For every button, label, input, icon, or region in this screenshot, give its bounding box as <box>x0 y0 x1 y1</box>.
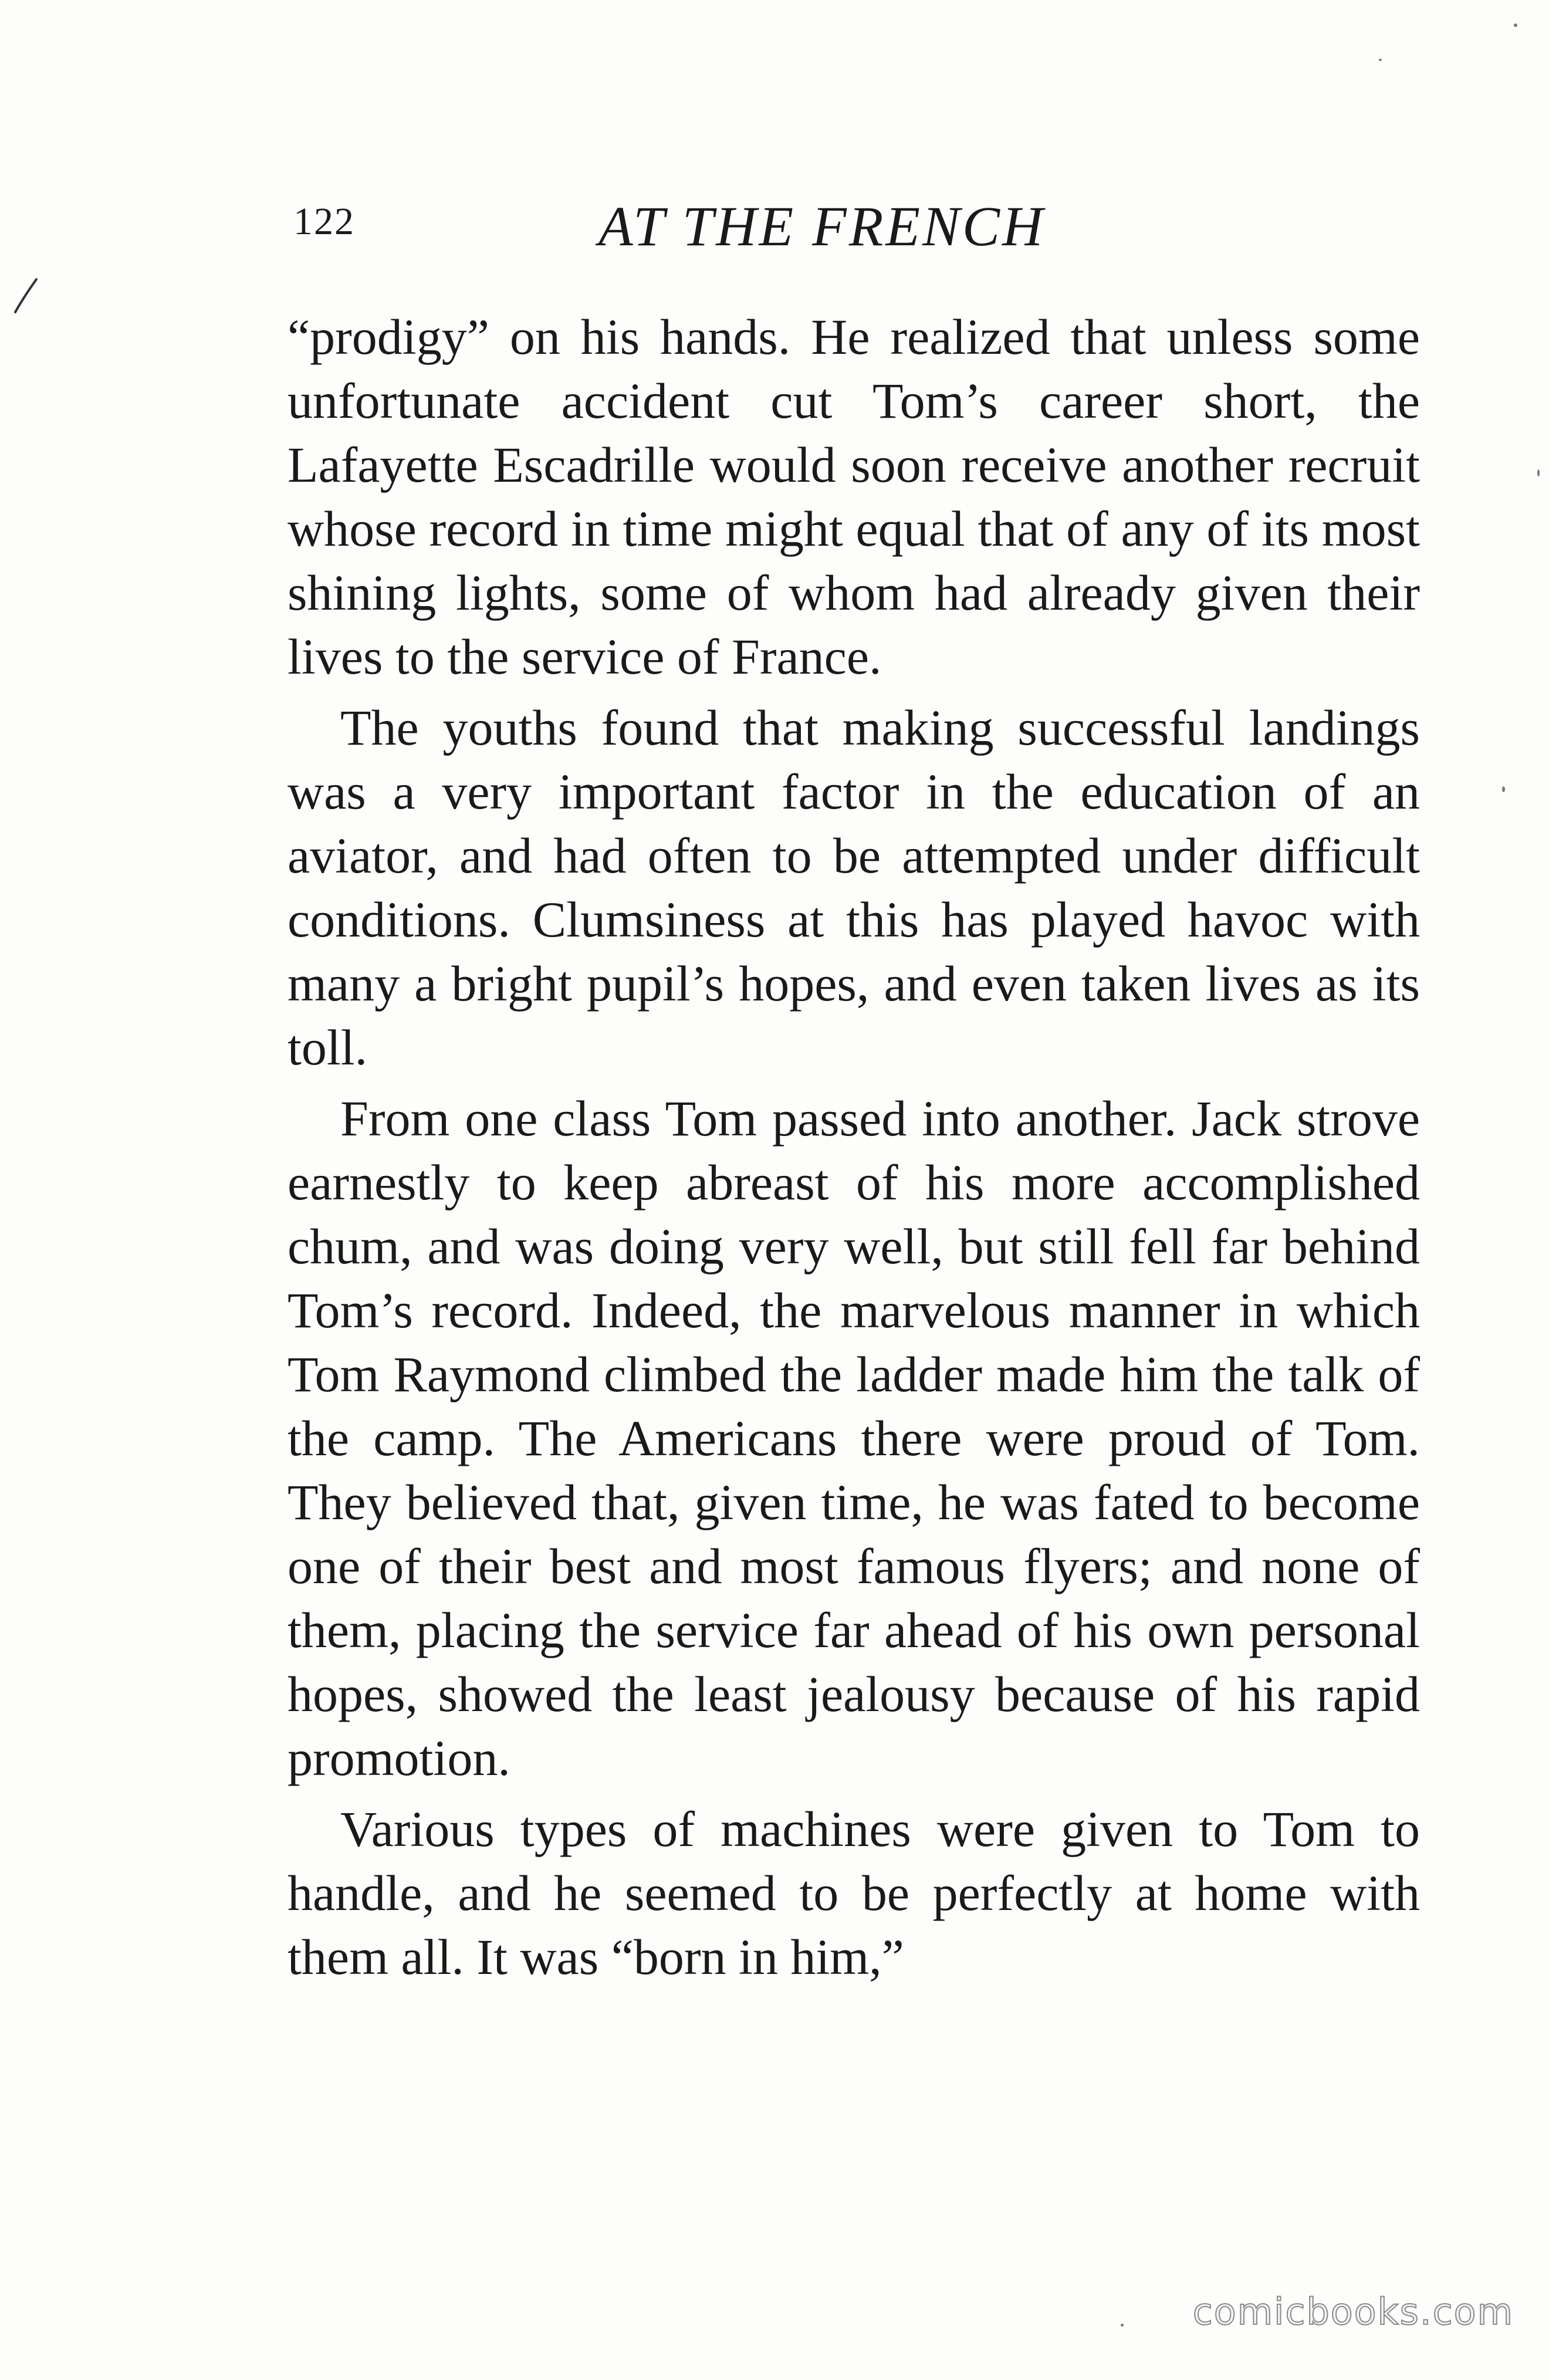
paragraph: “prodigy” on his hands. He realized that unless some unfortunate accident cut Tom’s career short, the Lafayette Escadrille would soon receive another recruit whose record in time might equal that of any of its most shining lights, some of whom had already given their lives to the service of France. <box>288 309 1420 685</box>
paper-speck <box>1514 23 1517 27</box>
paper-speck <box>1502 786 1505 792</box>
paper-speck <box>1379 59 1382 61</box>
running-title: AT THE FRENCH <box>598 195 1046 258</box>
paper-speck <box>1121 2324 1124 2327</box>
paper-speck <box>1537 469 1540 476</box>
pencil-mark-icon <box>11 276 40 317</box>
page-number: 122 <box>293 200 355 243</box>
page-header <box>293 194 1420 276</box>
body-text <box>288 305 1420 1996</box>
paragraph: The youths found that making successful landings was a very important factor in the education of an aviator, and had often to be attempted under difficult conditions. Clumsiness at this has played havoc with many a bright pupil’s hopes, and even taken lives as its toll. <box>288 699 1420 1076</box>
watermark: comicbooks.com <box>1192 2290 1514 2333</box>
paragraph: From one class Tom passed into another. Jack strove earnestly to keep abreast of his more accomplished chum, and was doing very well, but still fell far behind Tom’s record. Indeed, the marvelous manner in which Tom Raymond climbed the ladder made him the talk of the camp. The Americans there were proud of Tom. They believed that, given time, he was fated to become one of their best and most famous flyers; and none of them, placing the service far ahead of his own personal hopes, showed the least jealousy because of his rapid promotion. <box>288 1090 1420 1786</box>
paragraph: Various types of machines were given to Tom to handle, and he seemed to be perfectly at home with them all. It was “born in him,” <box>288 1801 1420 1985</box>
